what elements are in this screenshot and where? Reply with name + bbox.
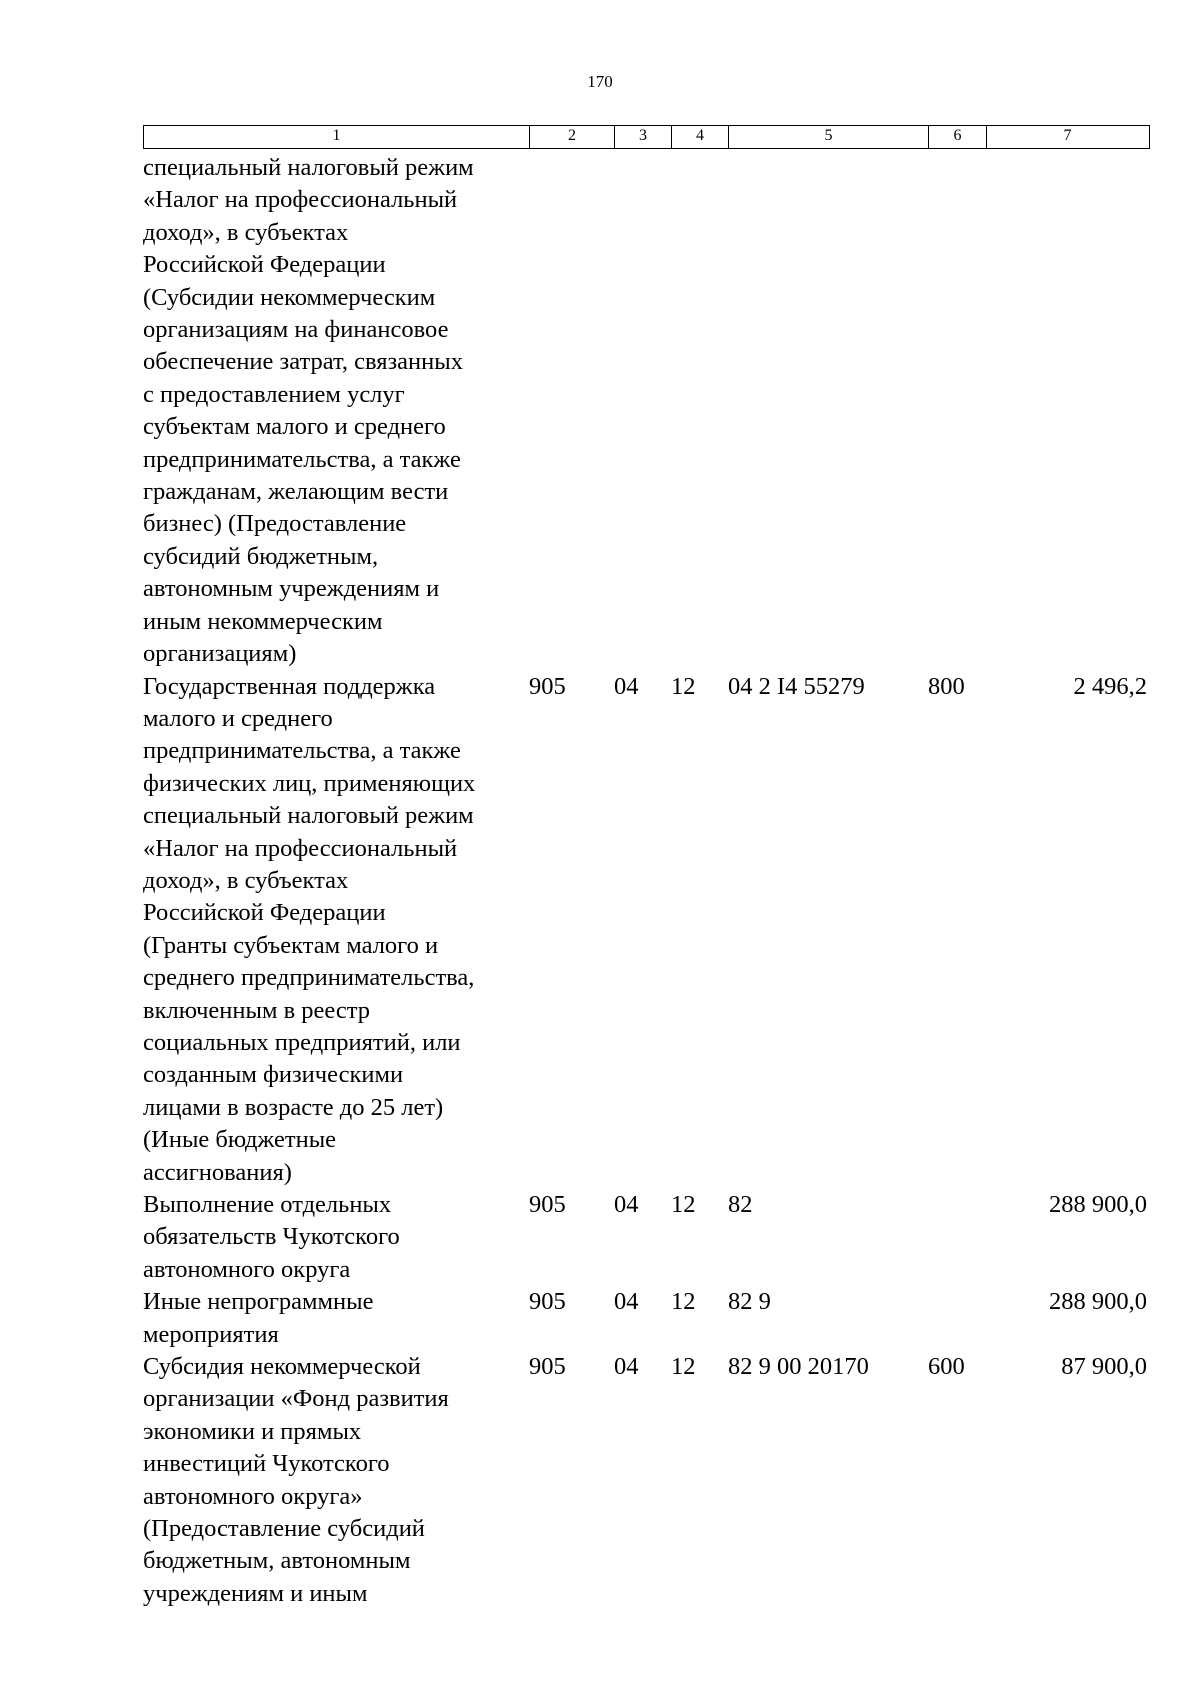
table-row xyxy=(143,152,1150,671)
row-description xyxy=(143,1189,529,1286)
description-line: (Предоставление субсидий xyxy=(143,1515,425,1543)
description-line: мероприятия xyxy=(143,1320,279,1348)
admin-code: 905 xyxy=(529,1288,566,1316)
table-row xyxy=(143,671,1150,1190)
description-line: специальный налоговый режим xyxy=(143,154,474,181)
description-line: Государственная поддержка xyxy=(143,672,436,700)
description-line: специальный налоговый режим xyxy=(143,802,474,830)
header-col-2: 2 xyxy=(530,126,615,148)
admin-code: 905 xyxy=(529,1353,566,1381)
description-line: физических лиц, применяющих xyxy=(143,769,476,797)
admin-code: 905 xyxy=(529,1191,566,1218)
description-line: среднего предпринимательства, xyxy=(143,964,475,992)
description-line: экономики и прямых xyxy=(143,1417,362,1445)
header-col-7: 7 xyxy=(1063,127,1072,144)
description-line: «Налог на профессиональный xyxy=(143,834,458,862)
description-line: Выполнение отдельных xyxy=(143,1191,392,1218)
description-line: предпринимательства, а также xyxy=(143,737,461,765)
header-col-3: 3 xyxy=(615,126,672,148)
description-line: социальных предприятий, или xyxy=(143,1028,461,1056)
description-line: субсидий бюджетным, xyxy=(143,542,379,570)
description-line: Иные непрограммные xyxy=(143,1288,374,1316)
description-line: автономного округа xyxy=(143,1255,351,1283)
description-line: гражданам, желающим вести xyxy=(143,478,449,506)
description-line: созданным физическими xyxy=(143,1061,404,1089)
description-line: обязательств Чукотского xyxy=(143,1223,400,1251)
description-line: автономного округа» xyxy=(143,1482,363,1510)
description-line: бюджетным, автономным xyxy=(143,1547,411,1575)
description-line: (Гранты субъектам малого и xyxy=(143,931,439,959)
amount: 288 900,0 xyxy=(1049,1191,1147,1218)
amount: 288 900,0 xyxy=(1049,1288,1147,1316)
section-code: 04 xyxy=(614,1353,639,1381)
description-line: субъектам малого и среднего xyxy=(143,413,446,441)
row-description xyxy=(143,152,529,671)
amount: 2 496,2 xyxy=(1073,672,1147,700)
table-row xyxy=(143,1286,1150,1351)
description-line: Российской Федерации xyxy=(143,899,386,927)
table-body xyxy=(143,152,1150,1610)
row-description xyxy=(143,1351,529,1610)
description-line: Российской Федерации xyxy=(143,251,386,279)
header-col-5: 5 xyxy=(729,126,929,148)
target-article-code xyxy=(728,152,928,671)
admin-code xyxy=(529,152,614,671)
description-line: с предоставлением услуг xyxy=(143,380,405,408)
amount: 87 900,0 xyxy=(1061,1353,1147,1381)
expense-type-code: 600 xyxy=(928,1353,965,1381)
section-code: 04 xyxy=(614,1288,639,1316)
header-col-6: 6 xyxy=(929,126,987,148)
description-line: иным некоммерческим xyxy=(143,607,383,635)
amount xyxy=(986,152,1147,671)
subsection-code: 12 xyxy=(671,1191,696,1218)
target-article-code: 82 xyxy=(728,1191,753,1218)
target-article-code: 04 2 I4 55279 xyxy=(728,672,865,700)
description-line: ассигнования) xyxy=(143,1158,292,1186)
expense-type-code xyxy=(928,1286,986,1351)
description-line: доход», в субъектах xyxy=(143,866,349,894)
description-line: автономным учреждениям и xyxy=(143,575,440,603)
subsection-code: 12 xyxy=(671,1288,696,1316)
row-description xyxy=(143,1286,529,1351)
description-line: (Субсидии некоммерческим xyxy=(143,283,436,311)
description-line: организациям) xyxy=(143,640,297,668)
description-line: инвестиций Чукотского xyxy=(143,1450,390,1478)
target-article-code: 82 9 00 20170 xyxy=(728,1353,869,1381)
description-line: обеспечение затрат, связанных xyxy=(143,348,463,376)
table-row xyxy=(143,1351,1150,1610)
description-line: «Налог на профессиональный xyxy=(143,186,458,214)
expense-type-code xyxy=(928,1189,986,1286)
description-line: малого и среднего xyxy=(143,704,333,732)
admin-code: 905 xyxy=(529,672,566,700)
page-number: 170 xyxy=(587,72,613,91)
description-line: учреждениям и иным xyxy=(143,1579,368,1607)
subsection-code xyxy=(671,152,728,671)
description-line: организациям на финансовое xyxy=(143,316,449,344)
description-line: Субсидия некоммерческой xyxy=(143,1353,421,1381)
expense-type-code: 800 xyxy=(928,672,965,700)
table-header-row xyxy=(143,125,1150,149)
section-code: 04 xyxy=(614,672,639,700)
header-col-4: 4 xyxy=(672,126,729,148)
description-line: лицами в возрасте до 25 лет) xyxy=(143,1093,444,1121)
subsection-code: 12 xyxy=(671,1353,696,1381)
section-code xyxy=(614,152,671,671)
description-line: включенным в реестр xyxy=(143,996,371,1024)
target-article-code: 82 9 xyxy=(728,1288,771,1316)
description-line: организации «Фонд развития xyxy=(143,1385,449,1413)
subsection-code: 12 xyxy=(671,672,696,700)
expense-type-code xyxy=(928,152,986,671)
description-line: (Иные бюджетные xyxy=(143,1126,337,1154)
row-description xyxy=(143,671,529,1190)
description-line: предпринимательства, а также xyxy=(143,445,461,473)
description-line: бизнес) (Предоставление xyxy=(143,510,407,538)
table-row xyxy=(143,1189,1150,1286)
section-code: 04 xyxy=(614,1191,639,1218)
header-col-1: 1 xyxy=(144,126,530,148)
description-line: доход», в субъектах xyxy=(143,218,349,246)
